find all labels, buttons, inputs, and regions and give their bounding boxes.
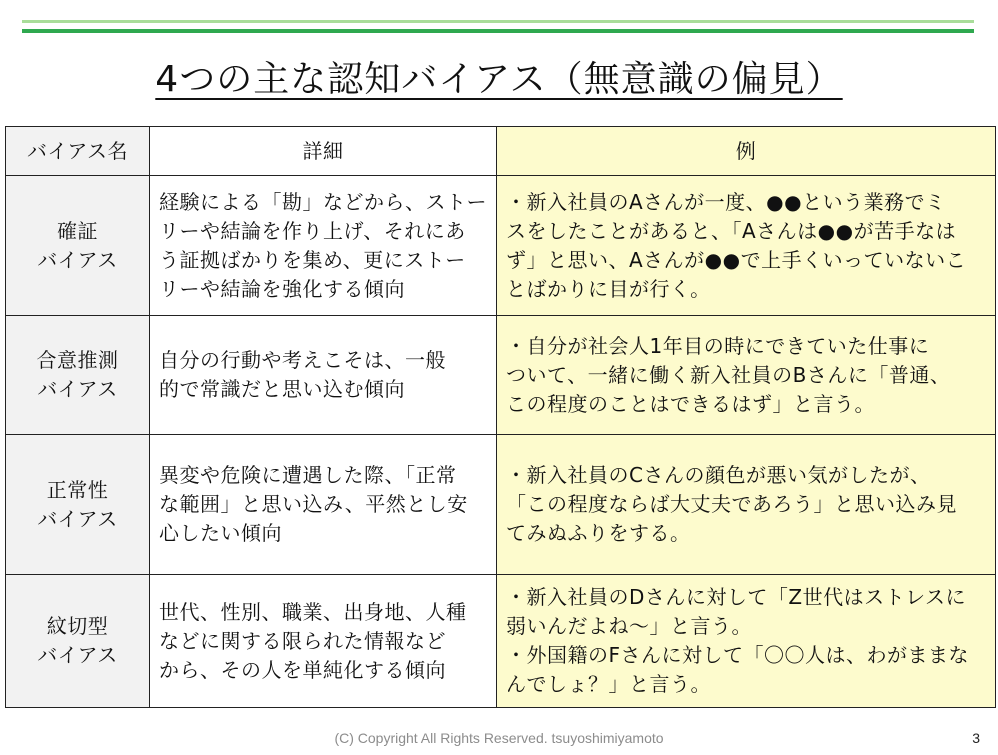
header-accent-line-dark [22, 29, 974, 33]
example-line: ・外国籍のFさんに対して「〇〇人は、わがままな [506, 643, 970, 667]
bias-example-cell [497, 176, 996, 316]
detail-line: リーや結論を作り上げ、それにあ [159, 218, 466, 243]
bias-table [5, 126, 996, 708]
example-line: ・新入社員のAさんが一度、●●という業務でミ [506, 189, 946, 214]
header-example: 例 [497, 127, 996, 176]
detail-line: な範囲」と思い込み、平然とし安 [159, 492, 468, 516]
table-header-row [6, 127, 996, 176]
bias-detail-cell [150, 575, 497, 708]
bias-name-line: 合意推測 [36, 348, 119, 372]
bias-name-line: 紋切型 [46, 614, 109, 638]
bias-name-cell [6, 176, 150, 316]
bias-name-line: 確証 [57, 218, 98, 243]
example-line: ・新入社員のCさんの顔色が悪い気がしたが、 [506, 463, 931, 487]
bias-name-cell [6, 316, 150, 435]
bias-name-line: バイアス [37, 377, 118, 401]
example-line: とばかりに目が行く。 [506, 276, 711, 301]
bias-example-cell [497, 575, 996, 708]
footer-copyright: (C) Copyright All Rights Reserved. tsuyoshimiyamoto [334, 730, 664, 746]
detail-line: 的で常識だと思い込む傾向 [159, 377, 405, 401]
bias-name-line: バイアス [37, 247, 118, 272]
example-line: ず」と思い、Aさんが●●で上手くいっていないこ [506, 247, 967, 272]
table-row-stereotype-bias [6, 575, 996, 708]
example-line: この程度のことはできるはず」と言う。 [506, 391, 875, 416]
table-row-false-consensus-bias [6, 316, 996, 435]
detail-line: 心したい傾向 [159, 521, 282, 545]
page-number: 3 [972, 730, 980, 746]
example-line: ついて、一緒に働く新入社員のBさんに「普通、 [506, 362, 951, 387]
example-line: スをしたことがあると、「Aさんは●●が苦手なは [506, 218, 957, 243]
bias-detail-cell [150, 435, 497, 575]
table-row-confirmation-bias [6, 176, 996, 316]
detail-line: リーや結論を強化する傾向 [159, 276, 405, 301]
bias-name-line: 正常性 [46, 477, 109, 502]
slide-title: 4つの主な認知バイアス（無意識の偏見） [155, 59, 843, 100]
detail-line: から、その人を単純化する傾向 [159, 657, 446, 682]
bias-name-line: バイアス [37, 506, 118, 531]
detail-line: 世代、性別、職業、出身地、人種 [159, 599, 467, 624]
example-line: てみぬふりをする。 [506, 521, 691, 545]
bias-name-line: バイアス [37, 643, 118, 667]
example-line: んでしょ？」と言う。 [506, 672, 711, 696]
example-line: ・自分が社会人1年目の時にできていた仕事に [506, 333, 930, 358]
header-detail: 詳細 [150, 127, 497, 176]
detail-line: 経験による「勘」などから、ストー [159, 189, 487, 214]
detail-line: などに関する限られた情報など [159, 628, 446, 653]
example-line: 「この程度ならば大丈夫であろう」と思い込み見 [506, 492, 957, 516]
bias-detail-cell [150, 316, 497, 435]
bias-example-cell [497, 316, 996, 435]
detail-line: 異変や危険に遭遇した際、「正常 [159, 463, 457, 487]
example-line: ・新入社員のDさんに対して「Z世代はストレスに [506, 585, 967, 609]
header-accent-line-light [22, 20, 974, 23]
bias-example-cell [497, 435, 996, 575]
table-row-normalcy-bias [6, 435, 996, 575]
bias-detail-cell [150, 176, 497, 316]
bias-name-cell [6, 435, 150, 575]
bias-name-cell [6, 575, 150, 708]
example-line: 弱いんだよね～」と言う。 [506, 614, 752, 638]
detail-line: 自分の行動や考えこそは、一般 [159, 348, 446, 372]
header-bias-name: バイアス名 [6, 127, 150, 176]
detail-line: う証拠ばかりを集め、更にストー [159, 247, 466, 272]
